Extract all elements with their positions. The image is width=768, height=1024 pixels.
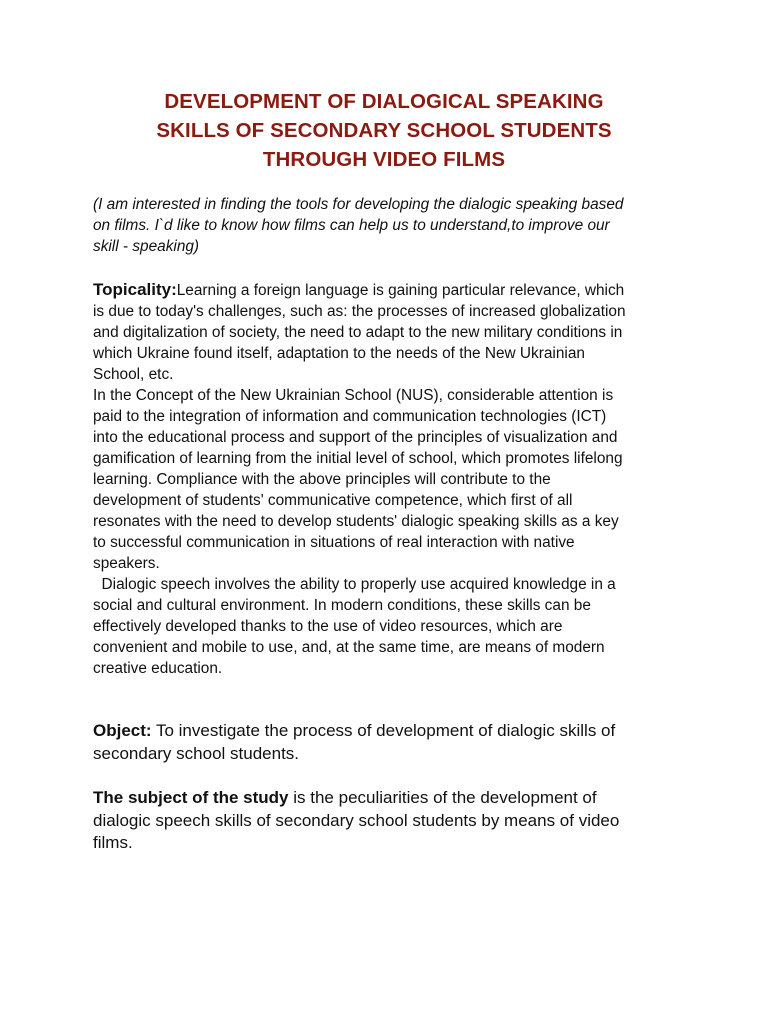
subject-line: films. — [93, 833, 133, 852]
object-first-line — [93, 720, 683, 743]
document-title — [93, 87, 675, 174]
topicality-line: into the educational process and support of the principles of visualization and — [93, 429, 618, 446]
topicality-line: resonates with the need to develop students' dialogic speaking skills as a key — [93, 513, 619, 530]
topicality-line: School, etc. — [93, 366, 174, 383]
intro-line: skill - speaking) — [93, 238, 200, 255]
title-line: DEVELOPMENT OF DIALOGICAL SPEAKING — [164, 90, 604, 113]
topicality-line: effectively developed thanks to the use of video resources, which are — [93, 618, 563, 635]
topicality-line: In the Concept of the New Ukrainian School (NUS), considerable attention is — [93, 387, 614, 404]
subject-label: The subject of the study — [93, 788, 289, 807]
object-line: secondary school students. — [93, 743, 300, 763]
topicality-first-line — [93, 279, 683, 301]
object-section — [93, 720, 683, 765]
topicality-line: social and cultural environment. In modern conditions, these skills can be — [93, 597, 591, 614]
subject-first-line — [93, 787, 683, 810]
title-line: SKILLS OF SECONDARY SCHOOL STUDENTS — [156, 119, 612, 142]
topicality-line: gamification of learning from the initial level of school, which promotes lifelong — [93, 450, 623, 467]
topicality-line: development of students' communicative competence, which first of all — [93, 492, 573, 509]
subject-first-text: is the peculiarities of the development of — [288, 788, 597, 807]
topicality-section — [93, 279, 683, 679]
object-label: Object: — [93, 721, 152, 740]
topicality-line: speakers. — [93, 555, 160, 572]
object-first-text: To investigate the process of development of dialogic skills of — [151, 721, 616, 740]
topicality-first-text: Learning a foreign language is gaining particular relevance, which — [176, 282, 625, 299]
topicality-line: is due to today's challenges, such as: the processes of increased globalization — [93, 303, 626, 320]
topicality-line: paid to the integration of information and communication technologies (ICT) — [93, 408, 607, 425]
topicality-line: and digitalization of society, the need to adapt to the new military conditions in — [93, 324, 623, 341]
subject-line: dialogic speech skills of secondary school students by means of video — [93, 810, 620, 830]
intro-line: (I am interested in finding the tools for developing the dialogic speaking based — [93, 196, 624, 213]
topicality-line: creative education. — [93, 660, 223, 677]
intro-paragraph — [93, 194, 683, 257]
topicality-line: convenient and mobile to use, and, at the same time, are means of modern — [93, 639, 605, 656]
title-line: THROUGH VIDEO FILMS — [262, 148, 506, 171]
subject-section — [93, 787, 683, 855]
topicality-line: which Ukraine found itself, adaptation to the needs of the New Ukrainian — [93, 345, 585, 362]
intro-line: on films. I`d like to know how films can help us to understand,to improve our — [93, 217, 610, 234]
topicality-label: Topicality: — [93, 280, 177, 299]
topicality-line: Dialogic speech involves the ability to properly use acquired knowledge in a — [93, 576, 616, 593]
topicality-line: learning. Compliance with the above principles will contribute to the — [93, 471, 551, 488]
topicality-line: to successful communication in situations of real interaction with native — [93, 534, 575, 551]
